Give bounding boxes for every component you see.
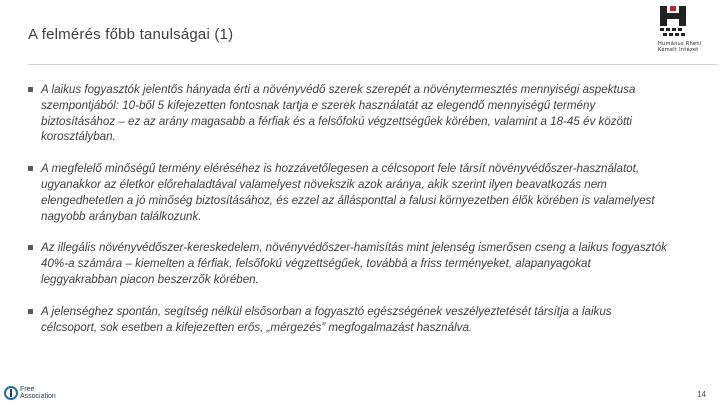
slide-title: A felmérés főbb tanulságai (1) — [28, 26, 234, 43]
page-number: 14 — [697, 390, 706, 399]
association-logo-text — [20, 386, 56, 400]
association-logo-line1: Free — [20, 386, 35, 393]
bullet-list — [28, 82, 668, 351]
bullet-item-1: A laikus fogyasztók jelentős hányada érti a növényvédő szerek szerepét a növénytermesztés mennyiségi aspektusa szempontjából: 10-ből 5 kifejezetten fontosnak tartja e szerek használatát az elegendő mennyiségű termény biztosításához – ez az arány magasabb a férfiak és a felsőfokú végzettségűek körében, valamint a 18-45 év közötti korosztályban. — [28, 82, 668, 145]
title-divider — [28, 64, 718, 65]
association-logo-icon — [4, 386, 18, 400]
bullet-item-4: A jelenséghez spontán, segítség nélkül elsősorban a fogyasztó egészségének veszélyeztetését társítja a laikus célcsoport, sok esetben a kifejezetten erős, „mérgezés” megfogalmazást használva. — [28, 304, 668, 336]
bullet-item-2: A megfelelő minőségű termény eléréséhez is hozzávetőlegesen a célcsoport fele társít növényvédőszer-használatot, ugyanakkor az életkor előrehaladtával valamelyest növekszik azok aránya, akik szerint ilyen beavatkozás nem elengedhetetlen a jó minőség biztosításához, és ezzel az állásponttal a falusi környezetben élők körében is valamelyest nagyobb arányban találkozunk. — [28, 161, 668, 224]
bullet-item-3: Az illegális növényvédőszer-kereskedelem, növényvédőszer-hamisítás mint jelenség ismerősen cseng a laikus fogyasztók 40%-a számára – kiemelten a férfiak, felsőfokú végzettségűek, továbbá a friss terményeket, alapanyagokat leggyakrabban piacon beszerzők körében. — [28, 240, 668, 287]
institute-logo-line2: Kémelt Intézet — [658, 47, 699, 53]
institute-logo-line1: Humánus Rheni — [658, 41, 702, 47]
association-logo-line2: Association — [20, 393, 56, 400]
institute-logo-text — [658, 41, 708, 53]
institute-logo-icon — [658, 4, 688, 40]
institute-logo — [658, 4, 708, 56]
association-logo — [4, 384, 84, 402]
